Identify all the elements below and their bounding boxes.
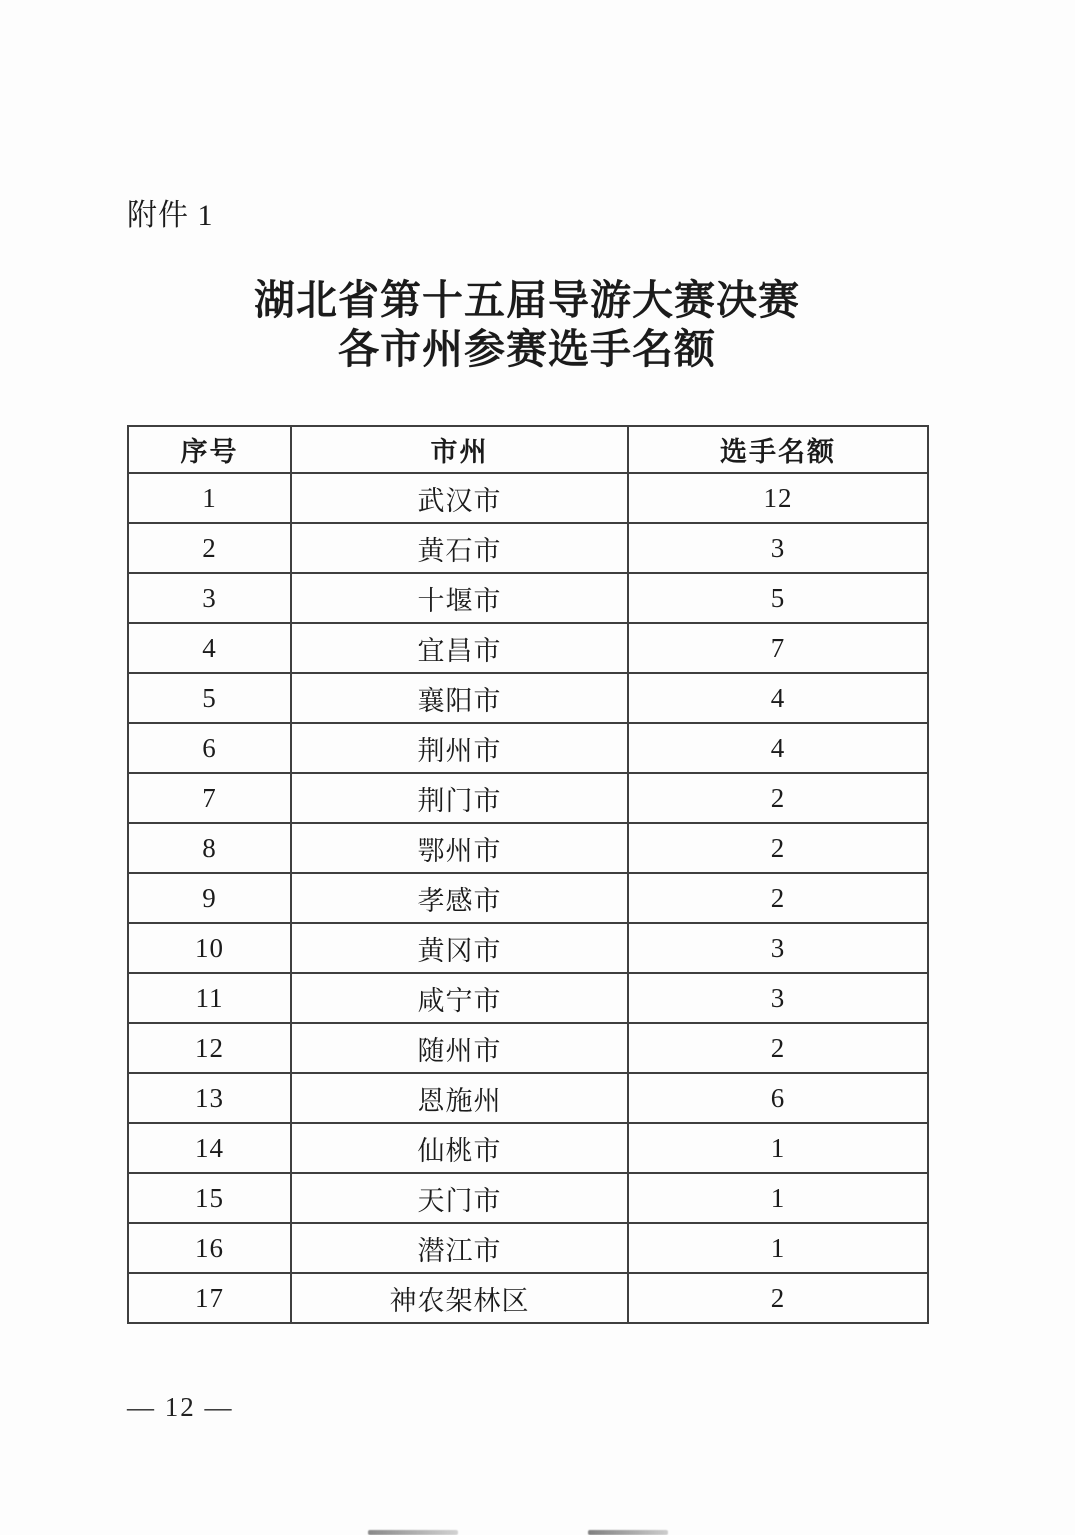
scan-artifact bbox=[588, 1530, 668, 1535]
page-number: — 12 — bbox=[127, 1392, 234, 1422]
column-header-index: 序号 bbox=[128, 426, 291, 473]
table-row bbox=[128, 723, 928, 773]
table-row bbox=[128, 523, 928, 573]
cell-quota: 2 bbox=[628, 1273, 928, 1323]
cell-quota: 7 bbox=[628, 623, 928, 673]
table-row bbox=[128, 973, 928, 1023]
cell-index: 14 bbox=[128, 1123, 291, 1173]
cell-index: 16 bbox=[128, 1223, 291, 1273]
table-row bbox=[128, 1173, 928, 1223]
table-row bbox=[128, 673, 928, 723]
cell-quota: 2 bbox=[628, 1023, 928, 1073]
cell-quota: 6 bbox=[628, 1073, 928, 1123]
document-title-line1: 湖北省第十五届导游大赛决赛 bbox=[254, 277, 800, 323]
table-header-row bbox=[128, 426, 928, 473]
cell-quota: 1 bbox=[628, 1173, 928, 1223]
table-row bbox=[128, 1273, 928, 1323]
cell-index: 4 bbox=[128, 623, 291, 673]
cell-index: 2 bbox=[128, 523, 291, 573]
cell-index: 7 bbox=[128, 773, 291, 823]
document-title-line2: 各市州参赛选手名额 bbox=[338, 326, 716, 373]
cell-city: 十堰市 bbox=[291, 573, 628, 623]
cell-index: 5 bbox=[128, 673, 291, 723]
table-body bbox=[128, 473, 928, 1323]
cell-city: 孝感市 bbox=[291, 873, 628, 923]
table-row bbox=[128, 1123, 928, 1173]
cell-city: 黄冈市 bbox=[291, 923, 628, 973]
column-header-quota: 选手名额 bbox=[628, 426, 928, 473]
table-row bbox=[128, 1023, 928, 1073]
attachment-label: 附件 1 bbox=[127, 199, 214, 232]
cell-index: 17 bbox=[128, 1273, 291, 1323]
cell-index: 9 bbox=[128, 873, 291, 923]
cell-city: 仙桃市 bbox=[291, 1123, 628, 1173]
document-title bbox=[127, 276, 927, 374]
cell-quota: 12 bbox=[628, 473, 928, 523]
cell-index: 8 bbox=[128, 823, 291, 873]
table-row bbox=[128, 773, 928, 823]
cell-quota: 4 bbox=[628, 723, 928, 773]
cell-city: 咸宁市 bbox=[291, 973, 628, 1023]
cell-index: 12 bbox=[128, 1023, 291, 1073]
cell-index: 3 bbox=[128, 573, 291, 623]
cell-index: 11 bbox=[128, 973, 291, 1023]
cell-city: 恩施州 bbox=[291, 1073, 628, 1123]
cell-quota: 2 bbox=[628, 773, 928, 823]
cell-quota: 2 bbox=[628, 823, 928, 873]
cell-quota: 3 bbox=[628, 923, 928, 973]
cell-index: 1 bbox=[128, 473, 291, 523]
cell-index: 6 bbox=[128, 723, 291, 773]
scan-artifact bbox=[368, 1530, 458, 1535]
cell-city: 宜昌市 bbox=[291, 623, 628, 673]
cell-quota: 3 bbox=[628, 523, 928, 573]
cell-index: 10 bbox=[128, 923, 291, 973]
column-header-city: 市州 bbox=[291, 426, 628, 473]
table-row bbox=[128, 623, 928, 673]
quota-table bbox=[127, 425, 929, 1324]
cell-index: 15 bbox=[128, 1173, 291, 1223]
table-row bbox=[128, 573, 928, 623]
cell-city: 鄂州市 bbox=[291, 823, 628, 873]
cell-city: 荆门市 bbox=[291, 773, 628, 823]
cell-index: 13 bbox=[128, 1073, 291, 1123]
cell-city: 潜江市 bbox=[291, 1223, 628, 1273]
cell-city: 随州市 bbox=[291, 1023, 628, 1073]
table-row bbox=[128, 1223, 928, 1273]
cell-city: 荆州市 bbox=[291, 723, 628, 773]
cell-city: 天门市 bbox=[291, 1173, 628, 1223]
cell-quota: 3 bbox=[628, 973, 928, 1023]
cell-quota: 5 bbox=[628, 573, 928, 623]
cell-city: 神农架林区 bbox=[291, 1273, 628, 1323]
cell-quota: 1 bbox=[628, 1223, 928, 1273]
cell-quota: 4 bbox=[628, 673, 928, 723]
cell-quota: 1 bbox=[628, 1123, 928, 1173]
table-row bbox=[128, 473, 928, 523]
cell-city: 黄石市 bbox=[291, 523, 628, 573]
cell-quota: 2 bbox=[628, 873, 928, 923]
table-row bbox=[128, 923, 928, 973]
table-row bbox=[128, 823, 928, 873]
table-row bbox=[128, 873, 928, 923]
cell-city: 襄阳市 bbox=[291, 673, 628, 723]
cell-city: 武汉市 bbox=[291, 473, 628, 523]
table-row bbox=[128, 1073, 928, 1123]
